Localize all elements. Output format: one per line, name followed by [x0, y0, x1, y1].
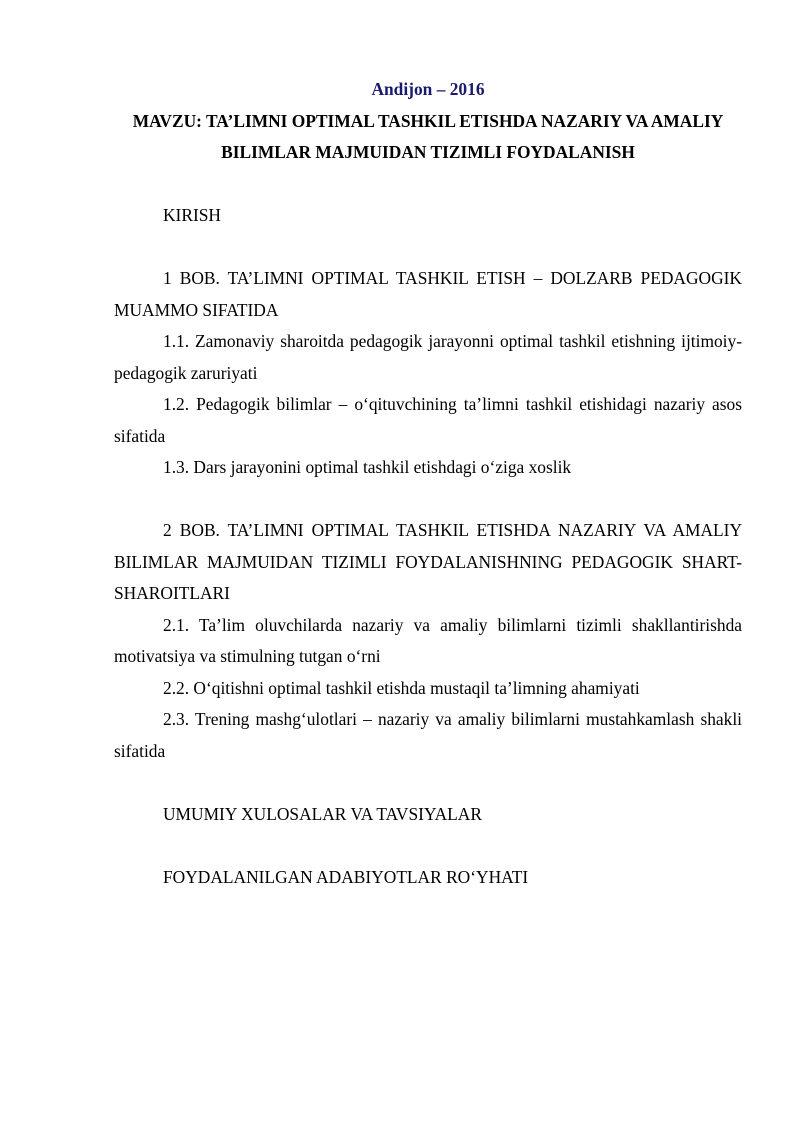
- toc-item-2-1: 2.1. Ta’lim oluvchilarda nazariy va amaliy bilimlarni tizimli shakllantirishda motivatsiya va stimulning tutgan o‘rni: [114, 614, 742, 666]
- toc-chapter-2-title: 2 BOB. TA’LIMNI OPTIMAL TASHKIL ETISHDA NAZARIY VA AMALIY BILIMLAR MAJMUIDAN TIZIMLI FOYDALANISHNING PEDAGOGIK SHART-SHAROITLARI: [114, 520, 742, 603]
- toc-item-1-2: 1.2. Pedagogik bilimlar – o‘qituvchining ta’limni tashkil etishidagi nazariy asos sifatida: [114, 394, 742, 446]
- toc-item-1-1: 1.1. Zamonaviy sharoitda pedagogik jarayonni optimal tashkil etishning ijtimoiy-pedagogik zaruriyati: [114, 331, 742, 383]
- spacer: [114, 169, 742, 201]
- document-content: [114, 74, 742, 893]
- toc-chapter-1-title: 1 BOB. TA’LIMNI OPTIMAL TASHKIL ETISH – DOLZARB PEDAGOGIK MUAMMO SIFATIDA: [114, 268, 742, 320]
- toc-references: FOYDALANILGAN ADABIYOTLAR RO‘YHATI: [163, 866, 529, 887]
- toc-intro: KIRISH: [163, 205, 221, 225]
- toc-item-2-3: 2.3. Trening mashg‘ulotlari – nazariy va amaliy bilimlarni mustahkamlash shakli sifatida: [114, 709, 742, 761]
- spacer: [114, 484, 742, 516]
- spacer: [114, 232, 742, 264]
- spacer: [114, 830, 742, 862]
- toc-item-2-2: 2.2. O‘qitishni optimal tashkil etishda mustaqil ta’limning ahamiyati: [163, 677, 640, 698]
- toc-conclusions: UMUMIY XULOSALAR VA TAVSIYALAR: [163, 803, 482, 824]
- topic-title: MAVZU: TA’LIMNI OPTIMAL TASHKIL ETISHDA NAZARIY VA AMALIY BILIMLAR MAJMUIDAN TIZIMLI FOYDALANISH: [132, 110, 724, 162]
- city-year-heading: Andijon – 2016: [371, 79, 485, 99]
- toc-item-1-3: 1.3. Dars jarayonini optimal tashkil etishdagi o‘ziga xoslik: [163, 457, 572, 477]
- spacer: [114, 767, 742, 799]
